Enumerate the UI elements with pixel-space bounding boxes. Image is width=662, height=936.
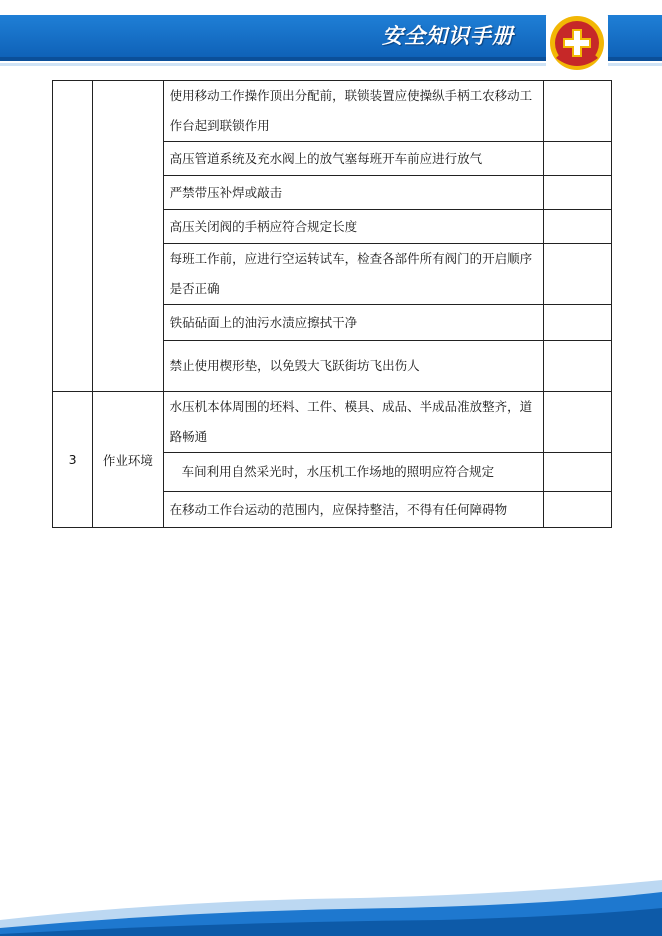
check-result-cell [543, 341, 611, 392]
check-item: 每班工作前，应进行空运转试车，检查各部件所有阀门的开启顺序是否正确 [163, 244, 543, 305]
footer-wave [0, 880, 662, 936]
check-result-cell [543, 392, 611, 453]
check-item: 严禁带压补焊或敲击 [163, 176, 543, 210]
page-title: 安全知识手册 [382, 24, 514, 48]
safety-emblem [546, 12, 608, 74]
check-item: 使用移动工作操作顶出分配前，联锁装置应使操纵手柄工农移动工作台起到联锁作用 [163, 81, 543, 142]
safety-checklist-table [52, 80, 612, 528]
section-name: 作业环境 [93, 392, 163, 528]
header-right-tab [612, 15, 662, 57]
check-item: 高压关闭阀的手柄应符合规定长度 [163, 210, 543, 244]
check-result-cell [543, 210, 611, 244]
check-result-cell [543, 176, 611, 210]
check-item: 水压机本体周围的坯料、工件、模具、成品、半成品准放整齐，道路畅通 [163, 392, 543, 453]
check-item: 铁砧砧面上的油污水渍应擦拭干净 [163, 305, 543, 341]
check-item: 禁止使用楔形垫，以免毁大飞跃街坊飞出伤人 [163, 341, 543, 392]
check-result-cell [543, 492, 611, 528]
check-result-cell [543, 142, 611, 176]
prev-section-name-cell [93, 81, 163, 392]
check-result-cell [543, 244, 611, 305]
check-item: 高压管道系统及充水阀上的放气塞每班开车前应进行放气 [163, 142, 543, 176]
check-result-cell [543, 305, 611, 341]
table-row [53, 392, 612, 453]
check-item: 车间利用自然采光时，水压机工作场地的照明应符合规定 [163, 453, 543, 492]
table-row [53, 81, 612, 142]
section-number: 3 [53, 392, 93, 528]
check-item: 在移动工作台运动的范围内，应保持整洁，不得有任何障碍物 [163, 492, 543, 528]
check-result-cell [543, 453, 611, 492]
check-result-cell [543, 81, 611, 142]
safety-emblem-icon [546, 12, 608, 74]
prev-section-number-cell [53, 81, 93, 392]
